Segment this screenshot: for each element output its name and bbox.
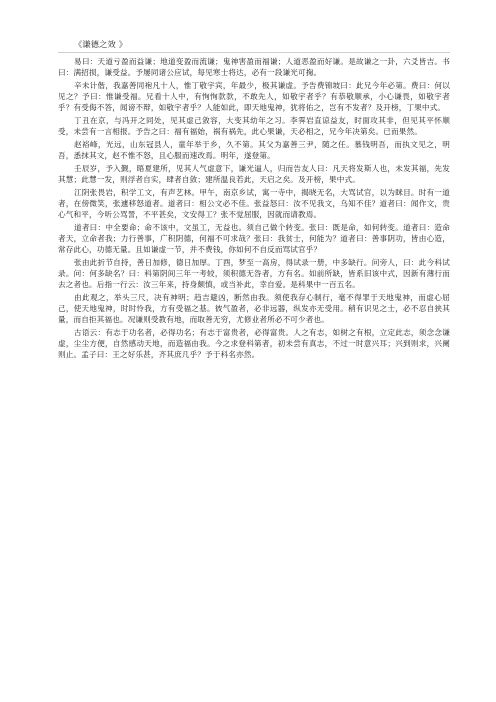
paragraph: 丁丑在京，与冯开之同处，见其虚己敛容，大变其幼年之习。李霁岩直谅益友，时面攻其非，但见其平怀顺受，未尝有一言相报。予告之曰：福有福始，祸有祸先，此心果谦，天必相之，兄今年决第矣。已而果然。 xyxy=(58,116,450,136)
paragraph: 道者曰：中全要命；命不该中，文虽工，无益也。须自己做个转变。张曰：既是命，如何转变。道者曰：造命者天，立命者我；力行善事，广积阴德，何福不可求哉？张曰：我贫士，何能为？道者曰：善事阴功，皆由心造，常存此心，功德无量。且如谦虚一节，并不费钱，你如何不自反而骂试官乎？ xyxy=(58,223,450,254)
title-divider xyxy=(58,52,450,53)
document-page xyxy=(58,38,450,362)
paragraph: 张由此折节自持，善日加修，德日加厚。丁酉，梦至一高房，得试录一册，中多缺行。问旁人，曰：此今科试录。问：何多缺名？曰：科第阴间三年一考较，须积德无咎者，方有名。如前所缺，皆系旧该中式，因新有薄行而去之者也。后指一行云：汝三年来，持身颇慎，或当补此，幸自爱。是科果中一百五名。 xyxy=(58,258,450,289)
paragraph: 江阴张畏岩，积学工文，有声艺林。甲午，南京乡试，寓一寺中，揭晓无名，大骂试官，以为眯目。时有一道者，在傍微笑，张遽移怒道者。道者曰：相公文必不佳。张益怒曰：汝不见我文，乌知不佳？道者曰：闻作文，贵心气和平，今听公骂詈，不平甚矣，文安得工？张不觉屈服，因就而请教焉。 xyxy=(58,188,450,219)
paragraph: 赵裕峰，光远，山东冠县人，童年举于乡，久不第。其父为嘉善三尹，随之任。慕钱明吾，而执文见之，明吾，悉抹其文，赵不惟不怒，且心服而速改焉。明年，遂登第。 xyxy=(58,140,450,160)
paragraph: 古语云：有志于功名者，必得功名；有志于富贵者，必得富贵。人之有志，如树之有根，立定此志，须念念谦虚，尘尘方便，自然感动天地，而造福由我。今之求登科第者，初未尝有真志，不过一时意兴耳；兴到则求，兴阑则止。孟子曰：王之好乐甚，齐其庶几乎？予于科名亦然。 xyxy=(58,328,450,359)
paragraph: 易曰：天道亏盈而益谦；地道变盈而流谦；鬼神害盈而福谦；人道恶盈而好谦。是故谦之一卦，六爻皆吉。书曰：满招损，谦受益。予屡同诸公应试，每见寒士将达，必有一段谦光可掬。 xyxy=(58,57,450,77)
document-title: 《谦德之效 》 xyxy=(74,39,128,49)
document-body xyxy=(58,56,450,360)
paragraph: 由此观之，举头三尺，决有神明；趋吉避凶，断然由我。须使我存心制行，毫不得罪于天地鬼神，而虚心屈己，使天地鬼神，时时怜我，方有受福之基。彼气盈者，必非远器，纵发亦无受用。稍有识见之士，必不忍自狭其量，而自拒其福也。况谦则受教有地，而取善无穷，尤修业者所必不可少者也。 xyxy=(58,293,450,324)
paragraph: 辛未计偕，我嘉善同袍凡十人，惟丁敬宇宾，年最少，极其谦虚。予告费锦坡曰：此兄今年必第。费曰：何以见之？予曰：惟谦受福。兄看十人中，有恂恂款款，不敢先人，如敬宇者乎？有恭敬顺承，小心谦畏，如敬宇者乎？有受侮不答，闻谤不辩，如敬宇者乎？人能如此，即天地鬼神，犹将佑之，岂有不发者？及开榜，丁果中式。 xyxy=(58,81,450,112)
paragraph: 壬辰岁，予入觐，晤夏建所，见其人气虚意下，谦光逼人，归而告友人曰：凡天将发斯人也，未发其福，先发其慧；此慧一发，则浮者自实，肆者自敛；建所温良若此，天启之矣。及开榜，果中式。 xyxy=(58,164,450,184)
